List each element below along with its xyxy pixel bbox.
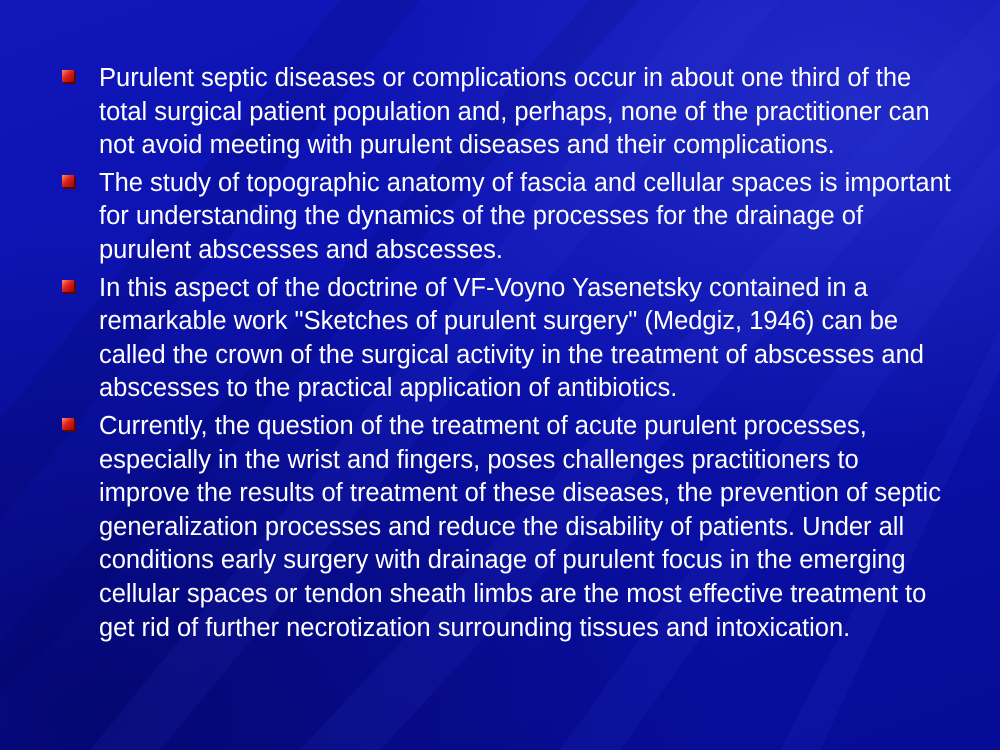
red-square-bullet-icon [62,280,74,292]
red-square-bullet-icon [62,418,74,430]
bullet-text: Currently, the question of the treatment of acute purulent processes, especially in the wrist and fingers, poses challenges practitioners to improve the results of treatment of these diseases, the prevention of septic generalization processes and reduce the disability of patients. Under all conditions early surgery with drainage of purulent focus in the emerging cellular spaces or tendon sheath limbs are the most effective treatment to get rid of further necrotization surrounding tissues and intoxication. [99,411,941,642]
bullet-text: In this aspect of the doctrine of VF-Voyno Yasenetsky contained in a remarkable work "Sketches of purulent surgery" (Medgiz, 1946) can be called the crown of the surgical activity in the treatment of abscesses and abscesses to the practical application of antibiotics. [99,273,924,403]
bullet-item [62,62,952,163]
bullet-text: Purulent septic diseases or complications occur in about one third of the total surgical patient population and, perhaps, none of the practitioner can not avoid meeting with purulent diseases and their complications. [99,64,930,160]
red-square-bullet-icon [62,70,74,82]
slide-content [62,62,952,649]
bullet-text: The study of topographic anatomy of fascia and cellular spaces is important for understanding the dynamics of the processes for the drainage of purulent abscesses and abscesses. [99,168,951,264]
red-square-bullet-icon [62,175,74,187]
bullet-item [62,272,952,406]
bullet-item [62,167,952,268]
bullet-item [62,410,952,645]
